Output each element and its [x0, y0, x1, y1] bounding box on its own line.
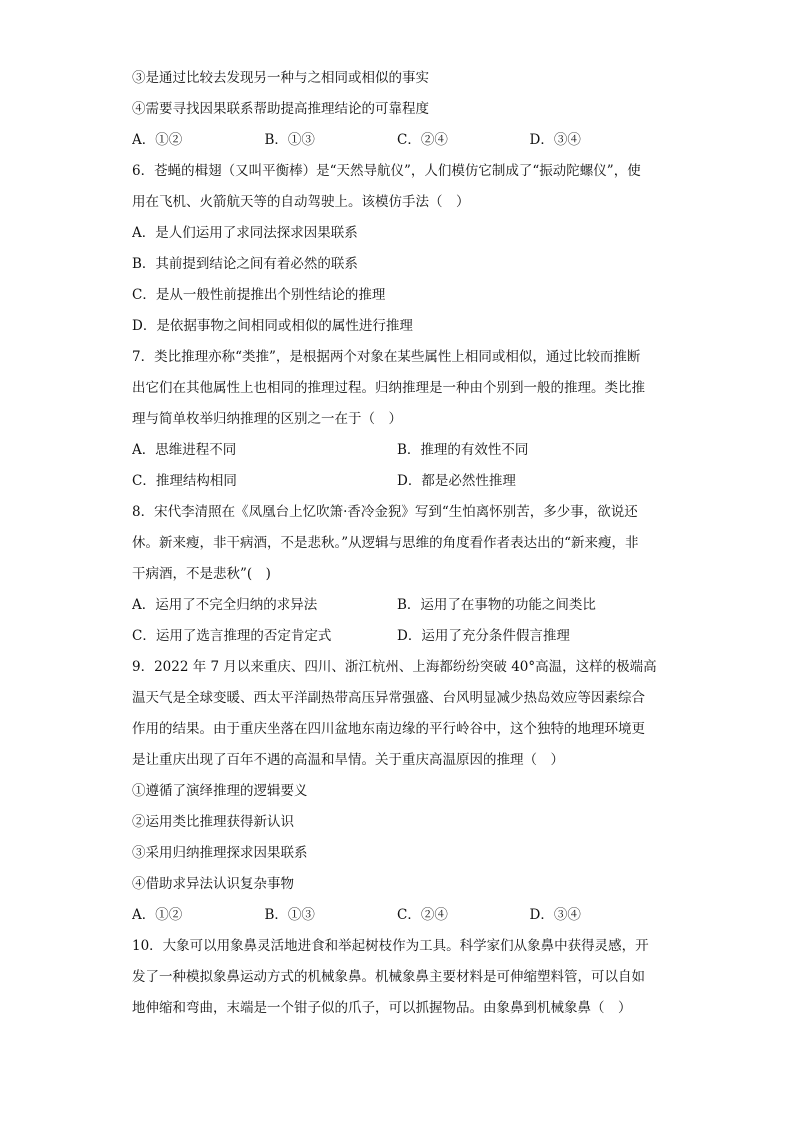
q6-stem-line-2: 用在飞机、火箭航天等的自动驾驶上。该模仿手法（ ）: [132, 194, 470, 210]
q6-option-d[interactable]: D．是依据事物之间相同或相似的属性进行推理: [132, 318, 413, 334]
question-text-block: [132, 63, 662, 1024]
q6-stem-line-1: 6．苍蝇的楫翅（又叫平衡棒）是“天然导航仪”，人们模仿它制成了“振动陀螺仪”，使: [132, 163, 641, 179]
q5-option-a[interactable]: A．①②: [132, 132, 183, 148]
q9-stem-line-1: 9．2022 年 7 月以来重庆、四川、浙江杭州、上海都纷纷突破 40°高温，这样的极端高: [132, 659, 657, 675]
q7-option-b[interactable]: B．推理的有效性不同: [397, 442, 529, 458]
q8-option-d[interactable]: D．运用了充分条件假言推理: [397, 628, 570, 644]
q8-option-c[interactable]: C．运用了选言推理的否定肯定式: [132, 628, 332, 644]
q8-stem-line-1: 8．宋代李清照在《凤凰台上忆吹箫·香冷金猊》写到“生怕离怀别苦，多少事，欲说还: [132, 504, 638, 520]
q10-stem-line-2: 发了一种模拟象鼻运动方式的机械象鼻。机械象鼻主要材料是可伸缩塑料管，可以自如: [132, 969, 645, 985]
q7-option-a[interactable]: A．思维进程不同: [132, 442, 237, 458]
q9-statement-2: ②运用类比推理获得新认识: [132, 814, 294, 830]
q9-stem-line-3: 作用的结果。由于重庆坐落在四川盆地东南边缘的平行岭谷中，这个独特的地理环境更: [132, 721, 645, 737]
q5-option-c[interactable]: C．②④: [397, 132, 448, 148]
q9-statement-1: ①遵循了演绎推理的逻辑要义: [132, 783, 308, 799]
q7-stem-line-3: 理与简单枚举归纳推理的区别之一在于（ ）: [132, 411, 402, 427]
q5-statement-3: ③是通过比较去发现另一种与之相同或相似的事实: [132, 70, 429, 86]
q10-stem-line-3: 地伸缩和弯曲，末端是一个钳子似的爪子，可以抓握物品。由象鼻到机械象鼻（ ）: [132, 1000, 632, 1016]
q6-option-b[interactable]: B．其前提到结论之间有着必然的联系: [132, 256, 358, 272]
q7-options-row-1: [132, 435, 662, 466]
q5-option-d[interactable]: D．③④: [529, 132, 581, 148]
q7-stem-line-1: 7．类比推理亦称“类推”，是根据两个对象在某些属性上相同或相似，通过比较而推断: [132, 349, 641, 365]
q9-option-c[interactable]: C．②④: [397, 907, 448, 923]
q5-options: [132, 125, 662, 156]
q7-option-c[interactable]: C．推理结构相同: [132, 473, 237, 489]
q8-options-row-1: [132, 590, 662, 621]
q7-stem-line-2: 出它们在其他属性上也相同的推理过程。归纳推理是一种由个别到一般的推理。类比推: [132, 380, 645, 396]
q7-option-d[interactable]: D．都是必然性推理: [397, 473, 516, 489]
q7-options-row-2: [132, 466, 662, 497]
q9-stem-line-4: 是让重庆出现了百年不遇的高温和旱情。关于重庆高温原因的推理（ ）: [132, 752, 564, 768]
q9-stem-line-2: 温天气是全球变暖、西太平洋副热带高压异常强盛、台风明显减少热岛效应等因素综合: [132, 690, 645, 706]
q6-option-a[interactable]: A．是人们运用了求同法探求因果联系: [132, 225, 358, 241]
q8-option-b[interactable]: B．运用了在事物的功能之间类比: [397, 597, 596, 613]
q9-options: [132, 900, 662, 931]
q8-options-row-2: [132, 621, 662, 652]
q8-stem-line-3: 干病酒，不是悲秋”( ): [132, 566, 271, 582]
q9-option-b[interactable]: B．①③: [264, 907, 315, 923]
q6-option-c[interactable]: C．是从一般性前提推出个别性结论的推理: [132, 287, 386, 303]
q10-stem-line-1: 10．大象可以用象鼻灵活地进食和举起树枝作为工具。科学家们从象鼻中获得灵感，开: [132, 938, 649, 954]
q9-option-a[interactable]: A．①②: [132, 907, 183, 923]
q5-statement-4: ④需要寻找因果联系帮助提高推理结论的可靠程度: [132, 101, 429, 117]
q8-stem-line-2: 休。新来瘦，非干病酒，不是悲秋。”从逻辑与思维的角度看作者表达出的“新来瘦，非: [132, 535, 639, 551]
q5-option-b[interactable]: B．①③: [264, 132, 315, 148]
q9-statement-4: ④借助求异法认识复杂事物: [132, 876, 294, 892]
q8-option-a[interactable]: A．运用了不完全归纳的求异法: [132, 597, 318, 613]
q9-option-d[interactable]: D．③④: [529, 907, 581, 923]
q9-statement-3: ③采用归纳推理探求因果联系: [132, 845, 308, 861]
